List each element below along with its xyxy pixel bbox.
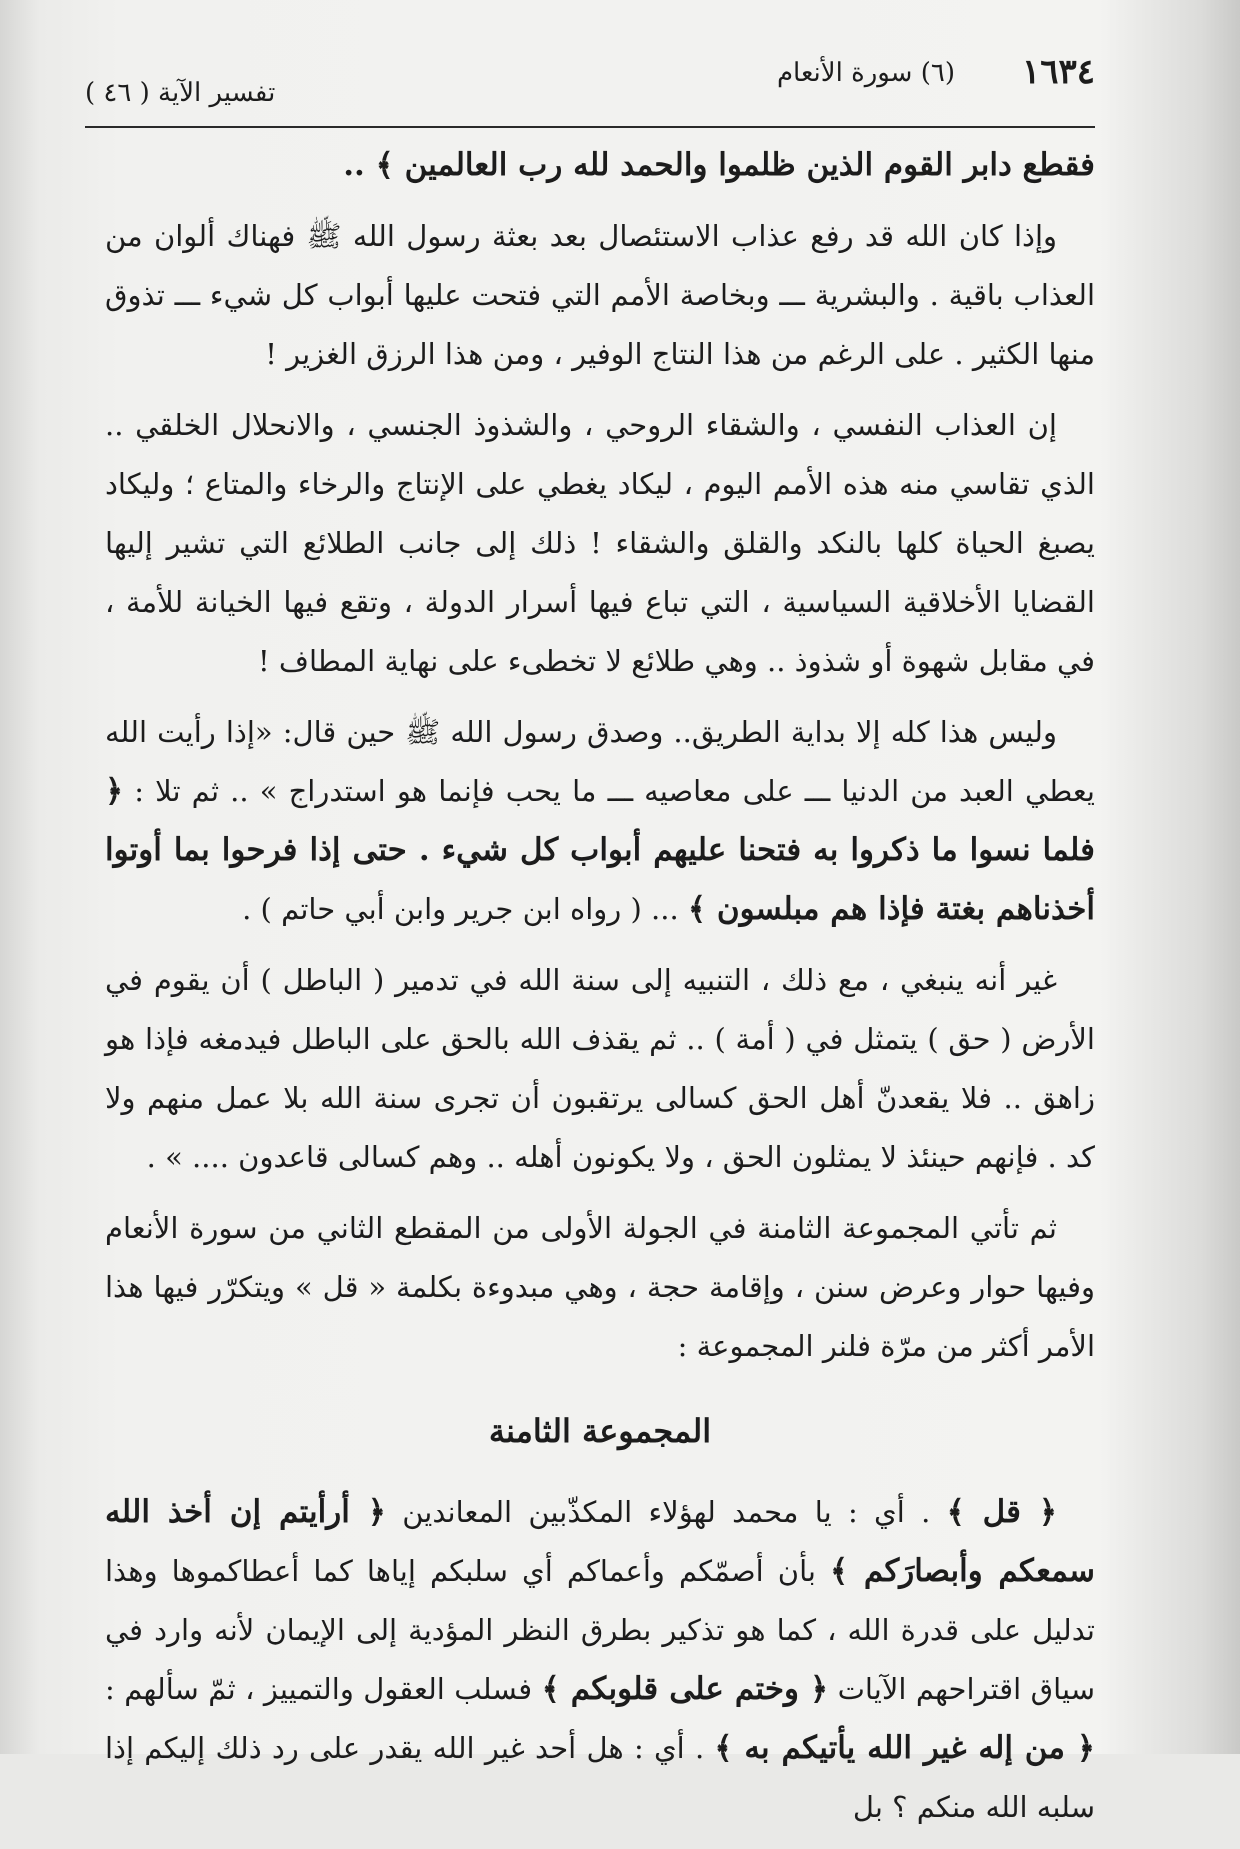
header-divider	[85, 126, 1095, 128]
quran-verse: ﴿ فلما نسوا ما ذكروا به فتحنا عليهم أبواب كل شيء . حتى إذا فرحوا بما أوتوا أخذناهم بغتة فإذا هم مبلسون ﴾	[105, 773, 1095, 927]
commentary: . أي : هل أحد غير الله يقدر على رد ذلك إليكم إذا سلبه الله منكم ؟ بل	[105, 1731, 1095, 1824]
quran-verse: فقطع دابر القوم الذين ظلموا والحمد لله رب العالمين ﴾ ..	[343, 147, 1095, 183]
quran-verse: ﴿ أرأيتم إن أخذ الله سمعكم وأبصارَكم ﴾	[105, 1494, 1095, 1589]
commentary: فسلب العقول والتمييز ، ثمّ سألهم :	[105, 1672, 533, 1706]
paragraph-3: إن العذاب النفسي ، والشقاء الروحي ، والشذوذ الجنسي ، والانحلال الخلقي .. الذي تقاسي منه هذه الأمم اليوم ، ليكاد يغطي على الإنتاج والرخاء والمتاع ؛ وليكاد يصبغ الحياة كلها بالنكد والقلق والشقاء ! ذلك إلى جانب الطلائع التي تشير إليها القضايا الأخلاقية السياسية ، التي تباع فيها أسرار الدولة ، وتقع فيها الخيانة للأمة ، في مقابل شهوة أو شذوذ .. وهي طلائع لا تخطىء على نهاية المطاف !	[105, 408, 1095, 678]
commentary: . أي : يا محمد لهؤلاء المكذّبين المعاندين	[402, 1495, 931, 1529]
commentary: بأن أصمّكم وأعماكم أي سلبكم إياها كما أعطاكموها وهذا تدليل على قدرة الله ، كما هو تذكير بطرق النظر المؤدية إلى الإيمان لأنه وارد في سياق اقتراحهم الآيات	[105, 1554, 1096, 1706]
citation: ... ( رواه ابن جرير وابن أبي حاتم ) .	[242, 892, 679, 926]
paragraph-4	[105, 703, 1095, 939]
paragraph-2: وإذا كان الله قد رفع عذاب الاستئصال بعد بعثة رسول الله ﷺ فهناك ألوان من العذاب باقية . والبشرية ـــ وبخاصة الأمم التي فتحت عليها أبواب كل شيء ـــ تذوق منها الكثير . على الرغم من هذا النتاج الوفير ، ومن هذا الرزق الغزير !	[105, 219, 1095, 371]
page-number: ١٦٣٤	[1021, 52, 1095, 92]
paragraph-1	[105, 136, 1095, 195]
section-title: المجموعة الثامنة	[488, 1412, 712, 1450]
hadith-text: وليس هذا كله إلا بداية الطريق.. وصدق رسول الله ﷺ حين قال: «إذا رأيت الله يعطي العبد من الدنيا ـــ على معاصيه ـــ ما يحب فإنما هو استدراج » .. ثم تلا :	[105, 715, 1095, 808]
paragraph-7	[105, 1483, 1095, 1837]
paragraph-5: غير أنه ينبغي ، مع ذلك ، التنبيه إلى سنة الله في تدمير ( الباطل ) أن يقوم في الأرض ( حق ) يتمثل في ( أمة ) .. ثم يقذف الله بالحق على الباطل فيدمغه فإذا هو زاهق .. فلا يقعدنّ أهل الحق كسالى يرتقبون أن تجرى سنة الله بلا عمل منهم ولا كد . فإنهم حينئذ لا يمثلون الحق ، ولا يكونون أهله .. وهم كسالى قاعدون .... » .	[105, 963, 1095, 1174]
page-body	[105, 136, 1095, 1849]
page-header	[85, 48, 1095, 118]
quran-verse: ﴿ قل ﴾	[946, 1494, 1058, 1530]
paragraph-6: ثم تأتي المجموعة الثامنة في الجولة الأولى من المقطع الثاني من سورة الأنعام وفيها حوار وعرض سنن ، وإقامة حجة ، وهي مبدوءة بكلمة « قل » ويتكرّر فيها هذا الأمر أكثر من مرّة فلنر المجموعة :	[105, 1211, 1095, 1363]
surah-title: (٦) سورة الأنعام	[776, 58, 955, 88]
quran-verse: ﴿ من إله غير الله يأتيكم به ﴾	[714, 1730, 1095, 1766]
tafsir-verse-label: تفسير الآية ( ٤٦ )	[85, 78, 276, 108]
quran-verse: ﴿ وختم على قلوبكم ﴾	[541, 1671, 829, 1707]
